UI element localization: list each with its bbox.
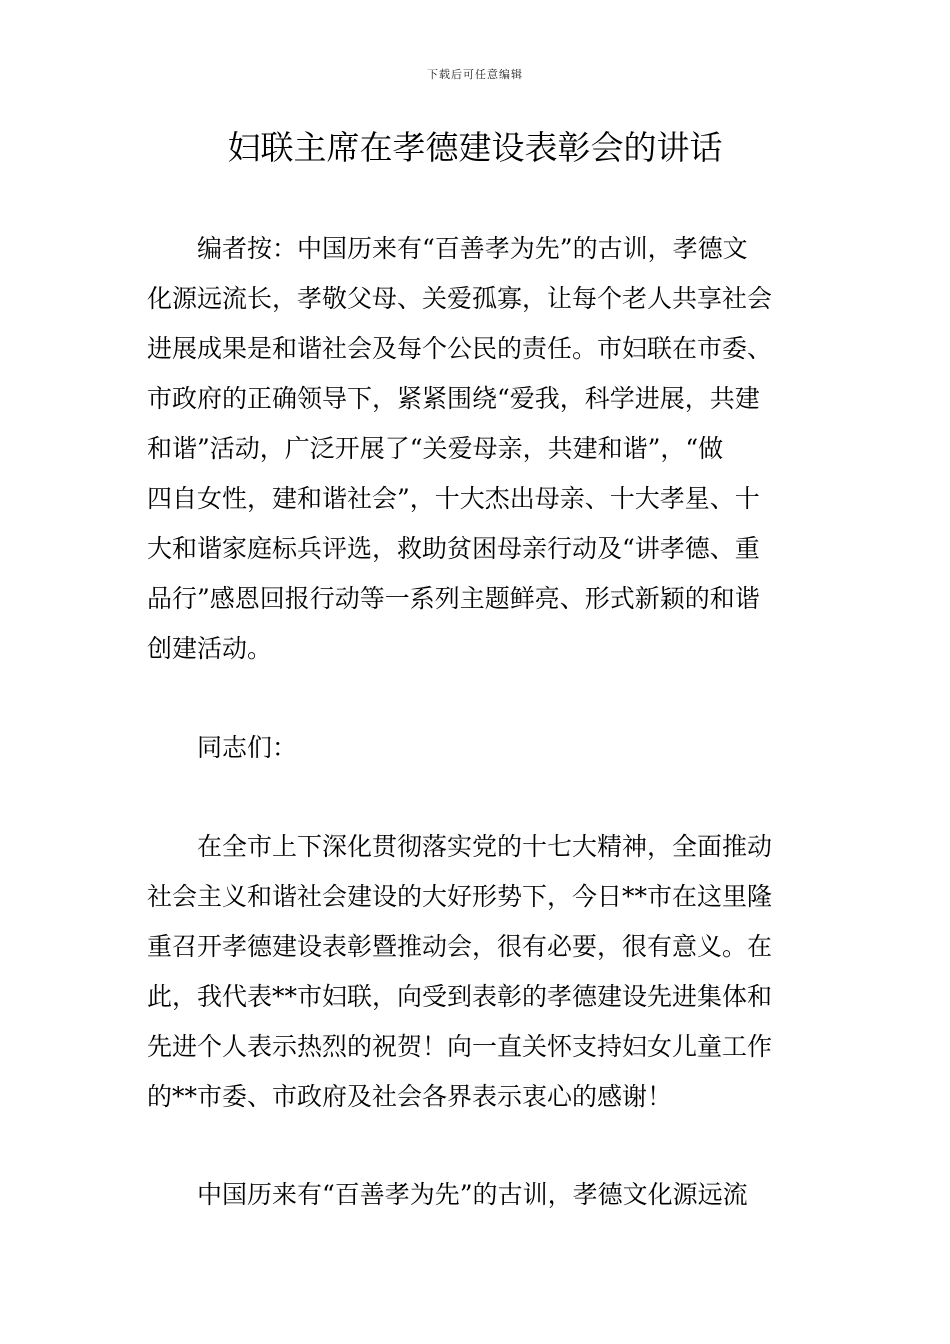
paragraph-line: 社会主义和谐社会建设的大好形势下，今日**市在这里隆: [147, 882, 773, 911]
paragraph-line: 中国历来有“百善孝为先”的古训，孝德文化源远流: [197, 1180, 748, 1209]
editor-note-line: 进展成果是和谐社会及每个公民的责任。市妇联在市委、: [147, 334, 773, 363]
editor-note-line: 创建活动。: [147, 634, 273, 663]
paragraph-line: 的**市委、市政府及社会各界表示衷心的感谢！: [147, 1082, 673, 1111]
header-note: 下载后可任意编辑: [427, 68, 523, 81]
editor-note-line: 和谐”活动，广泛开展了“关爱母亲，共建和谐”，“做: [147, 434, 724, 463]
paragraph-line: 在全市上下深化贯彻落实党的十七大精神，全面推动: [197, 832, 773, 861]
editor-note-line: 市政府的正确领导下，紧紧围绕“爱我，科学进展，共建: [147, 384, 760, 413]
document-title: 妇联主席在孝德建设表彰会的讲话: [227, 128, 723, 167]
paragraph-line: 重召开孝德建设表彰暨推动会，很有必要，很有意义。在: [147, 932, 773, 961]
editor-note-paragraph: [147, 224, 807, 674]
editor-note-line: 四自女性，建和谐社会”，十大杰出母亲、十大孝星、十: [147, 484, 760, 513]
greeting-paragraph: [147, 723, 807, 773]
editor-note-line: 编者按：中国历来有“百善孝为先”的古训，孝德文: [197, 234, 748, 263]
paragraph-line: 此，我代表**市妇联，向受到表彰的孝德建设先进集体和: [147, 982, 773, 1011]
greeting-line: 同志们：: [197, 733, 298, 762]
paragraph-line: 先进个人表示热烈的祝贺！向一直关怀支持妇女儿童工作: [147, 1032, 773, 1061]
body-paragraph-1: [147, 822, 807, 1122]
editor-note-line: 大和谐家庭标兵评选，救助贫困母亲行动及“讲孝德、重: [147, 534, 760, 563]
body-paragraph-2: [147, 1170, 807, 1220]
editor-note-line: 化源远流长，孝敬父母、关爱孤寡，让每个老人共享社会: [147, 284, 773, 313]
editor-note-line: 品行”感恩回报行动等一系列主题鲜亮、形式新颖的和谐: [147, 584, 760, 613]
